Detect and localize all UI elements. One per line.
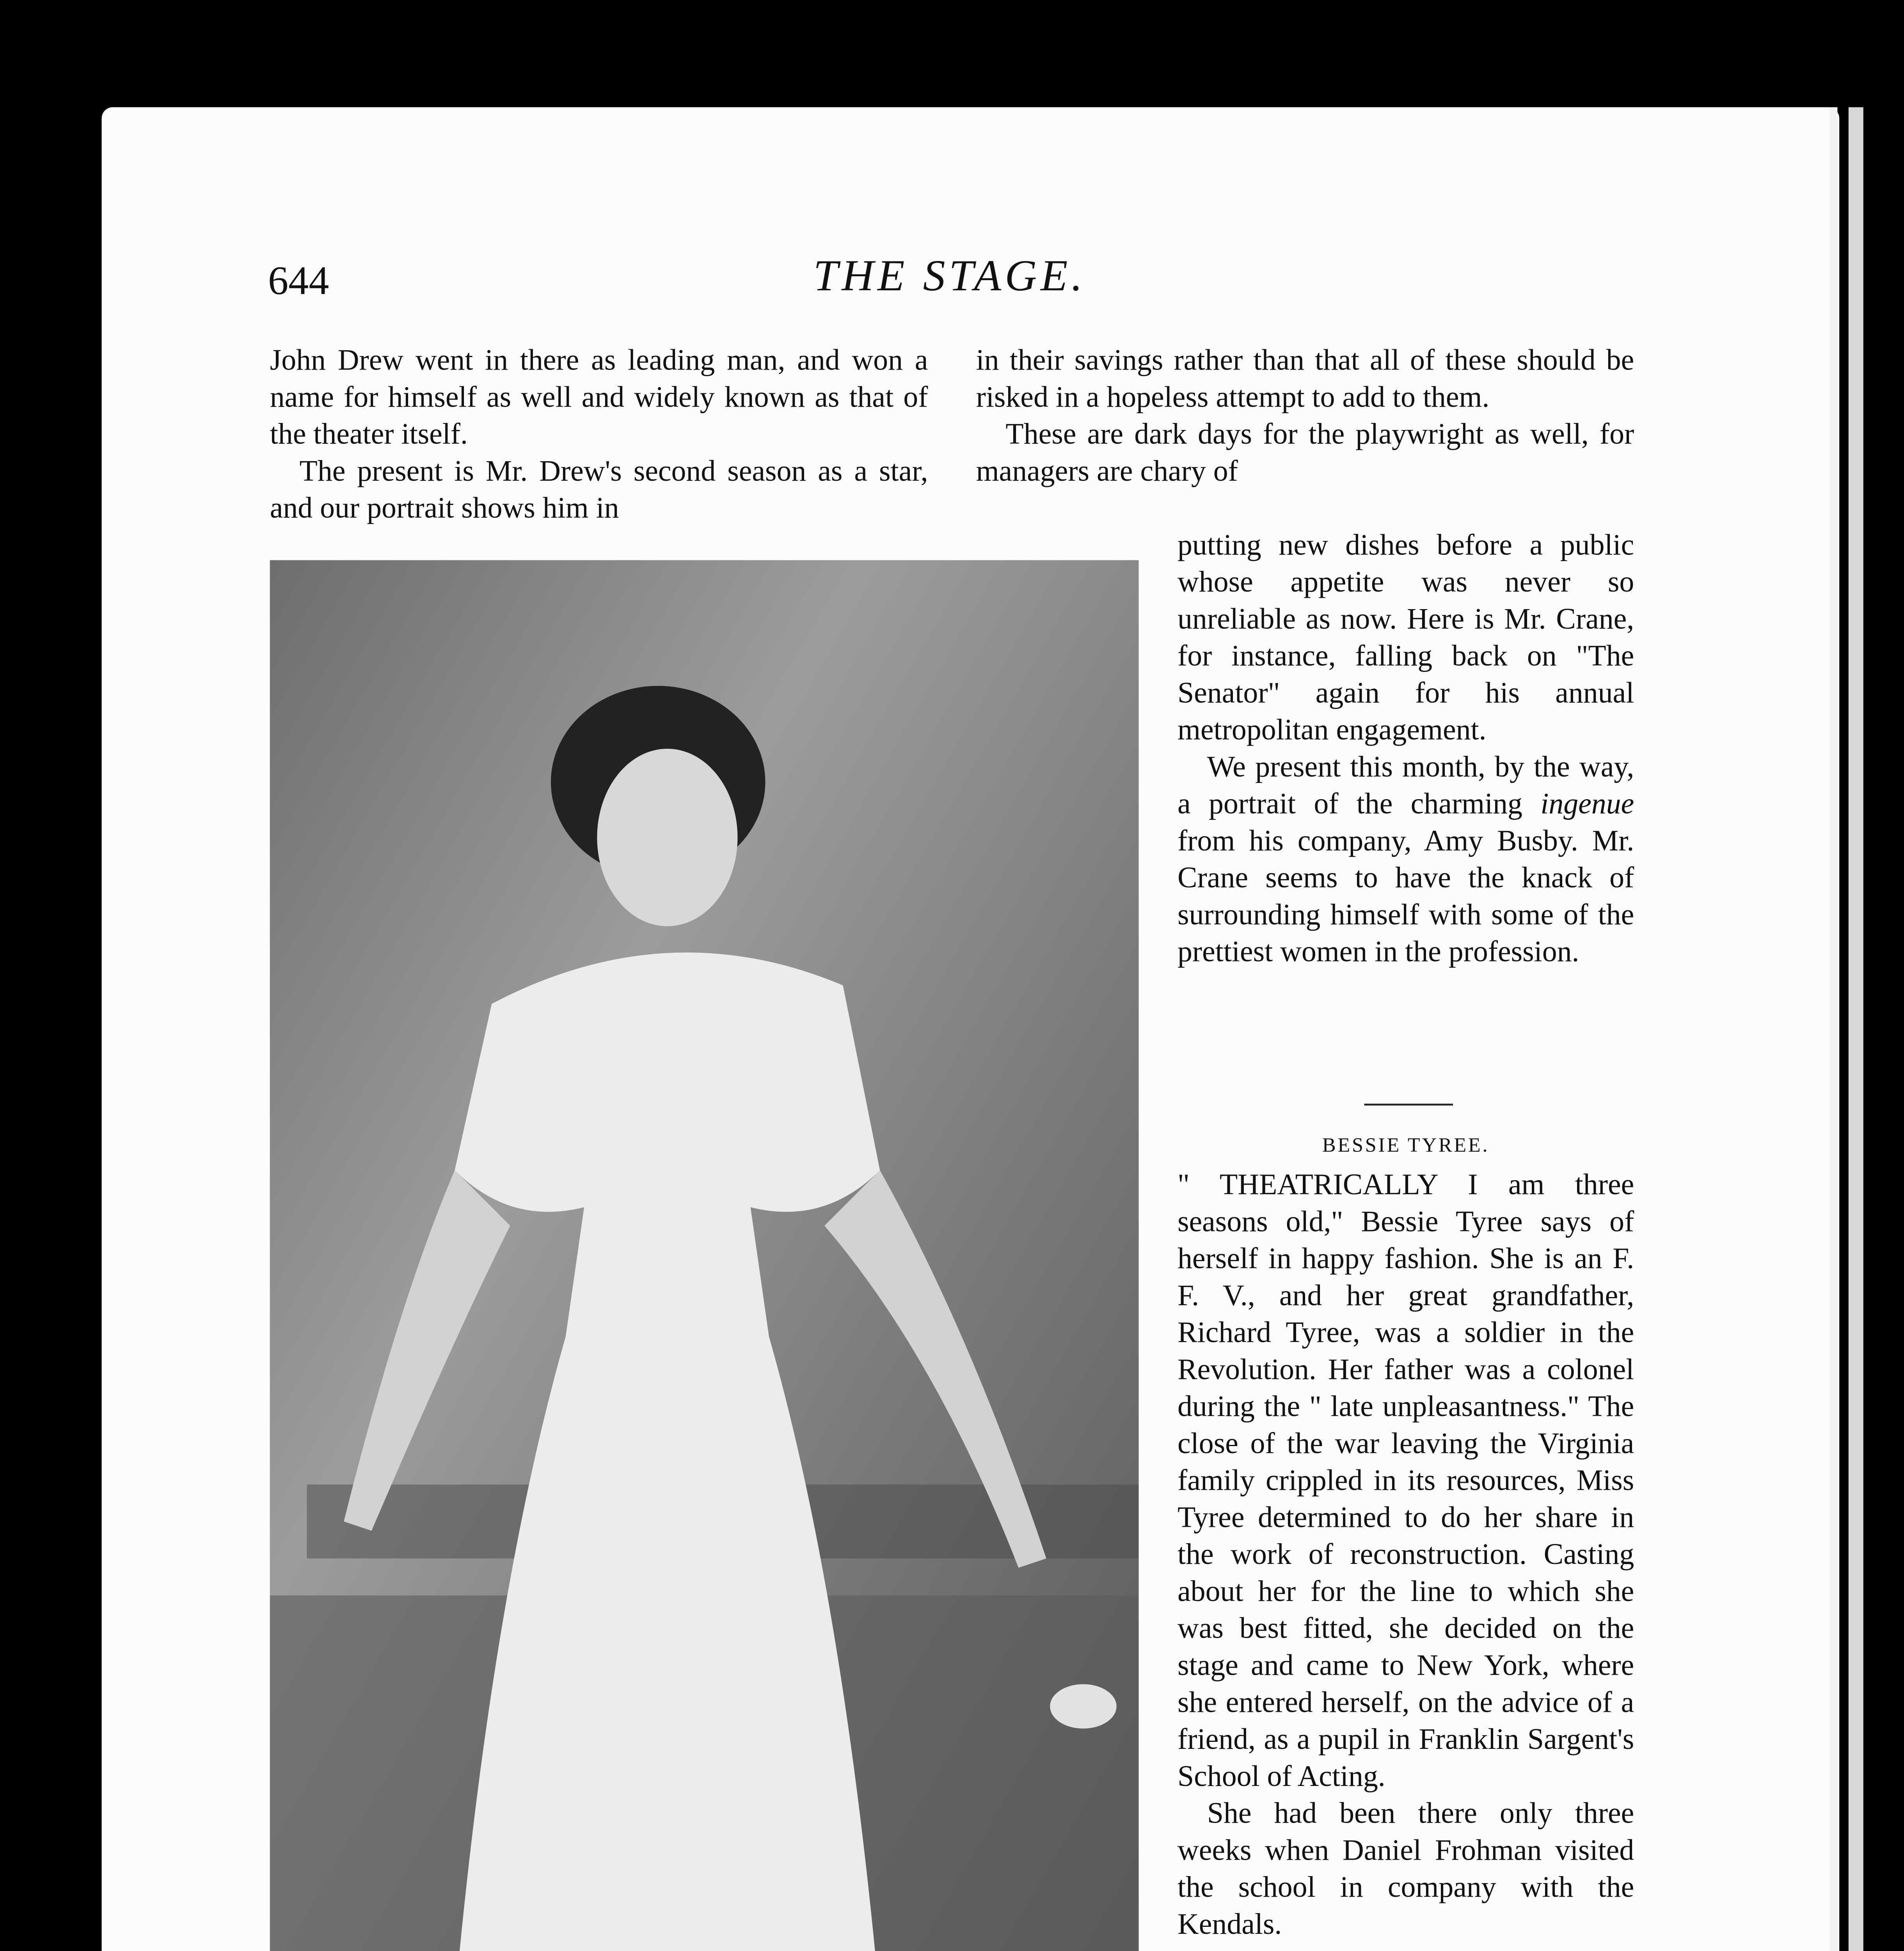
left-column-top bbox=[270, 344, 928, 529]
section-heading: BESSIE TYREE. bbox=[1322, 1135, 1490, 1157]
page-edge bbox=[1830, 107, 1837, 1951]
portrait-figure bbox=[270, 560, 1139, 1951]
paragraph: " THEATRICALLY I am three seasons old," Bessie Tyree says of herself in happy fashion. She is an F. F. V., and her great grandfather, Richard Tyree, was a soldier in the Revolution. Her father was a colonel during the " late unpleasantness." The close of the war leaving the Virginia family crippled in its resources, Miss Tyree determined to do her share in the work of reconstruction. Casting about her for the line to which she was best fitted, she decided on the stage and came to New York, where she entered herself, on the advice of a friend, as a pupil in Franklin Sargent's School of Acting. bbox=[1178, 1170, 1634, 1793]
paragraph: putting new dishes before a public whose appetite was never so unreliable as now. Here is Mr. Crane, for instance, falling back on "The Senator" again for his annual metropolitan engagement. bbox=[1178, 530, 1634, 747]
text-run: We present this month, by the way, a portrait of the charming bbox=[1178, 752, 1634, 821]
paragraph: These are dark days for the playwright as well, for managers are chary of bbox=[976, 419, 1634, 488]
right-column-top bbox=[976, 344, 1634, 492]
paragraph: John Drew went in there as leading man, and won a name for himself as well and widely known as that of the theater itself. bbox=[270, 345, 928, 451]
paragraph: She had been there only three weeks when Daniel Frohman visited the school in company with the Kendals. bbox=[1178, 1798, 1634, 1941]
paragraph: in their savings rather than that all of these should be risked in a hopeless attempt to add to them. bbox=[976, 345, 1634, 414]
page-number: 644 bbox=[268, 257, 329, 304]
section-rule bbox=[1364, 1104, 1453, 1106]
paragraph bbox=[1178, 751, 1634, 973]
bessie-tyree-section bbox=[1178, 1168, 1634, 1945]
italic-term: ingenue bbox=[1540, 789, 1634, 821]
paragraph: The present is Mr. Drew's second season as a star, and our portrait shows him in bbox=[270, 457, 928, 525]
running-title: THE STAGE. bbox=[813, 253, 1086, 302]
text-run: from his company, Amy Busby. Mr. Crane seems to have the knack of surrounding himself with some of the prettiest women in the profession. bbox=[1178, 826, 1634, 969]
portrait-photo bbox=[270, 560, 1139, 1951]
page-edge-shadow bbox=[1849, 107, 1863, 1951]
right-column-narrow bbox=[1178, 529, 1634, 972]
